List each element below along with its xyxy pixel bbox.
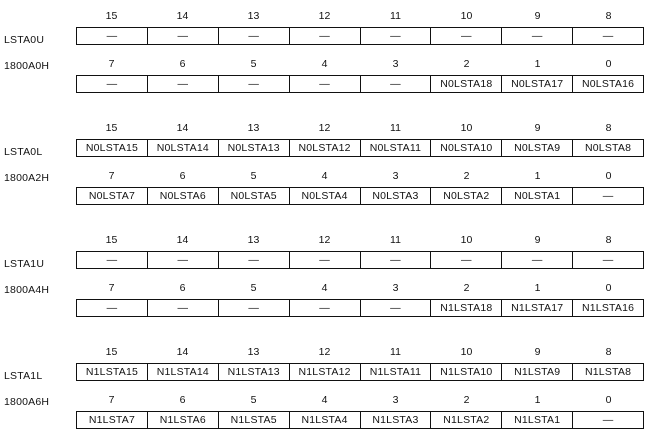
bit-field-cell: N0LSTA4 — [289, 188, 360, 204]
bit-number: 2 — [463, 394, 470, 406]
bit-field-cell: N0LSTA13 — [218, 140, 289, 156]
bit-field-row — [76, 27, 644, 45]
bit-field-cell: N0LSTA18 — [430, 76, 501, 92]
bit-number: 9 — [534, 122, 541, 134]
bit-number: 2 — [463, 58, 470, 70]
bit-number: 0 — [605, 394, 612, 406]
bit-number: 4 — [321, 394, 328, 406]
bit-number: 14 — [176, 234, 189, 246]
bit-number: 3 — [392, 394, 399, 406]
bit-field-cell: N0LSTA7 — [88, 190, 136, 202]
bit-number: 15 — [105, 346, 118, 358]
bit-number: 8 — [605, 10, 612, 22]
bit-field-cell: N1LSTA1 — [501, 412, 572, 428]
bit-number: 13 — [247, 10, 260, 22]
bit-field-cell: — — [501, 28, 572, 44]
bit-number: 4 — [321, 58, 328, 70]
bit-field-cell: N0LSTA1 — [501, 188, 572, 204]
bit-number: 9 — [534, 234, 541, 246]
bit-number: 7 — [108, 282, 115, 294]
bit-number: 0 — [605, 170, 612, 182]
bit-field-cell: — — [289, 252, 360, 268]
bit-field-cell: N1LSTA18 — [430, 300, 501, 316]
bit-field-cell: — — [106, 302, 118, 314]
bit-field-cell: N1LSTA6 — [147, 412, 218, 428]
bit-field-cell: N1LSTA17 — [501, 300, 572, 316]
bit-number: 12 — [318, 10, 331, 22]
register-name: LSTA0U — [4, 34, 45, 46]
bit-number: 3 — [392, 170, 399, 182]
bit-number: 6 — [179, 170, 186, 182]
bit-field-cell: — — [289, 76, 360, 92]
bit-field-cell: — — [106, 78, 118, 90]
bit-field-cell: N0LSTA11 — [360, 140, 431, 156]
bit-number: 1 — [534, 170, 541, 182]
bit-number: 12 — [318, 122, 331, 134]
bit-number: 11 — [390, 346, 401, 358]
register-address: 1800A4H — [4, 284, 50, 296]
bit-field-cell: N1LSTA16 — [572, 300, 643, 316]
bit-field-cell: N0LSTA6 — [147, 188, 218, 204]
bit-field-cell: — — [218, 300, 289, 316]
bit-number: 0 — [605, 282, 612, 294]
bit-number: 12 — [318, 346, 331, 358]
bit-number: 14 — [176, 122, 189, 134]
bit-number: 8 — [605, 234, 612, 246]
bit-number: 15 — [105, 122, 118, 134]
bit-field-row — [76, 411, 644, 429]
bit-number: 9 — [534, 10, 541, 22]
bit-field-row — [76, 363, 644, 381]
bit-number: 10 — [460, 234, 473, 246]
bit-field-cell: — — [147, 28, 218, 44]
bit-number: 12 — [318, 234, 331, 246]
bit-field-cell: — — [360, 300, 431, 316]
bit-number: 8 — [605, 346, 612, 358]
bit-field-cell: N0LSTA12 — [289, 140, 360, 156]
bit-number: 1 — [534, 394, 541, 406]
bit-number: 7 — [108, 170, 115, 182]
bit-field-row — [76, 299, 644, 317]
bit-field-cell: — — [106, 254, 118, 266]
bit-field-cell: N0LSTA3 — [360, 188, 431, 204]
bit-field-cell: — — [572, 188, 643, 204]
bit-number: 3 — [392, 282, 399, 294]
bit-number: 4 — [321, 282, 328, 294]
bit-number: 0 — [605, 58, 612, 70]
bit-number: 11 — [390, 10, 401, 22]
bit-field-cell: N0LSTA17 — [501, 76, 572, 92]
bit-field-cell: N1LSTA2 — [430, 412, 501, 428]
bit-field-cell: — — [289, 300, 360, 316]
bit-field-cell: — — [218, 252, 289, 268]
bit-number: 10 — [460, 346, 473, 358]
bit-field-cell: N1LSTA11 — [360, 364, 431, 380]
bit-number: 1 — [534, 58, 541, 70]
register-name: LSTA1U — [4, 258, 45, 270]
bit-number: 5 — [250, 170, 257, 182]
bit-field-cell: N0LSTA5 — [218, 188, 289, 204]
bit-field-cell: — — [572, 412, 643, 428]
register-name: LSTA0L — [4, 146, 43, 158]
bit-field-row — [76, 75, 644, 93]
bit-field-cell: N0LSTA9 — [501, 140, 572, 156]
bit-field-cell: N1LSTA5 — [218, 412, 289, 428]
bit-field-cell: N1LSTA9 — [501, 364, 572, 380]
bit-field-cell: — — [572, 252, 643, 268]
bit-field-cell: N1LSTA8 — [572, 364, 643, 380]
bit-field-cell: N1LSTA12 — [289, 364, 360, 380]
bit-number: 1 — [534, 282, 541, 294]
bit-field-cell: — — [430, 252, 501, 268]
bit-field-cell: — — [360, 76, 431, 92]
bit-number: 13 — [247, 346, 260, 358]
bit-number: 7 — [108, 58, 115, 70]
bit-number: 2 — [463, 170, 470, 182]
bit-number: 6 — [179, 58, 186, 70]
bit-number: 9 — [534, 346, 541, 358]
bit-field-row — [76, 187, 644, 205]
bit-number: 6 — [179, 282, 186, 294]
bit-field-cell: — — [147, 252, 218, 268]
bit-number: 13 — [247, 234, 260, 246]
bit-field-cell: — — [360, 28, 431, 44]
bit-field-cell: N1LSTA13 — [218, 364, 289, 380]
bit-field-cell: — — [147, 76, 218, 92]
bit-number: 14 — [176, 10, 189, 22]
bit-field-cell: N1LSTA14 — [147, 364, 218, 380]
bit-number: 5 — [250, 58, 257, 70]
bit-field-row — [76, 251, 644, 269]
bit-field-cell: N0LSTA2 — [430, 188, 501, 204]
bit-number: 5 — [250, 394, 257, 406]
bit-field-cell: N0LSTA8 — [572, 140, 643, 156]
bit-field-cell: — — [218, 28, 289, 44]
bit-number: 10 — [460, 10, 473, 22]
bit-field-cell: N1LSTA10 — [430, 364, 501, 380]
bit-number: 11 — [390, 122, 401, 134]
bit-field-cell: N1LSTA3 — [360, 412, 431, 428]
bit-number: 2 — [463, 282, 470, 294]
bit-field-cell: — — [501, 252, 572, 268]
bit-number: 13 — [247, 122, 260, 134]
bit-field-cell: N0LSTA14 — [147, 140, 218, 156]
bit-number: 15 — [105, 10, 118, 22]
bit-field-cell: N0LSTA15 — [85, 142, 139, 154]
bit-field-cell: N1LSTA4 — [289, 412, 360, 428]
bit-field-row — [76, 139, 644, 157]
bit-number: 15 — [105, 234, 118, 246]
bit-field-cell: — — [430, 28, 501, 44]
bit-field-cell: N0LSTA10 — [430, 140, 501, 156]
bit-field-cell: — — [360, 252, 431, 268]
bit-number: 6 — [179, 394, 186, 406]
bit-field-cell: — — [289, 28, 360, 44]
bit-field-cell: — — [218, 76, 289, 92]
bit-number: 14 — [176, 346, 189, 358]
register-address: 1800A2H — [4, 172, 50, 184]
bit-field-cell: N1LSTA7 — [88, 414, 136, 426]
bit-field-cell: — — [147, 300, 218, 316]
register-address: 1800A6H — [4, 396, 50, 408]
bit-number: 5 — [250, 282, 257, 294]
bit-number: 4 — [321, 170, 328, 182]
bit-number: 8 — [605, 122, 612, 134]
register-name: LSTA1L — [4, 370, 43, 382]
bit-field-cell: N0LSTA16 — [572, 76, 643, 92]
bit-number: 10 — [460, 122, 473, 134]
register-address: 1800A0H — [4, 60, 50, 72]
bit-field-cell: — — [572, 28, 643, 44]
bit-number: 11 — [390, 234, 401, 246]
bit-number: 3 — [392, 58, 399, 70]
bit-field-cell: — — [106, 30, 118, 42]
bit-number: 7 — [108, 394, 115, 406]
bit-field-cell: N1LSTA15 — [85, 366, 139, 378]
